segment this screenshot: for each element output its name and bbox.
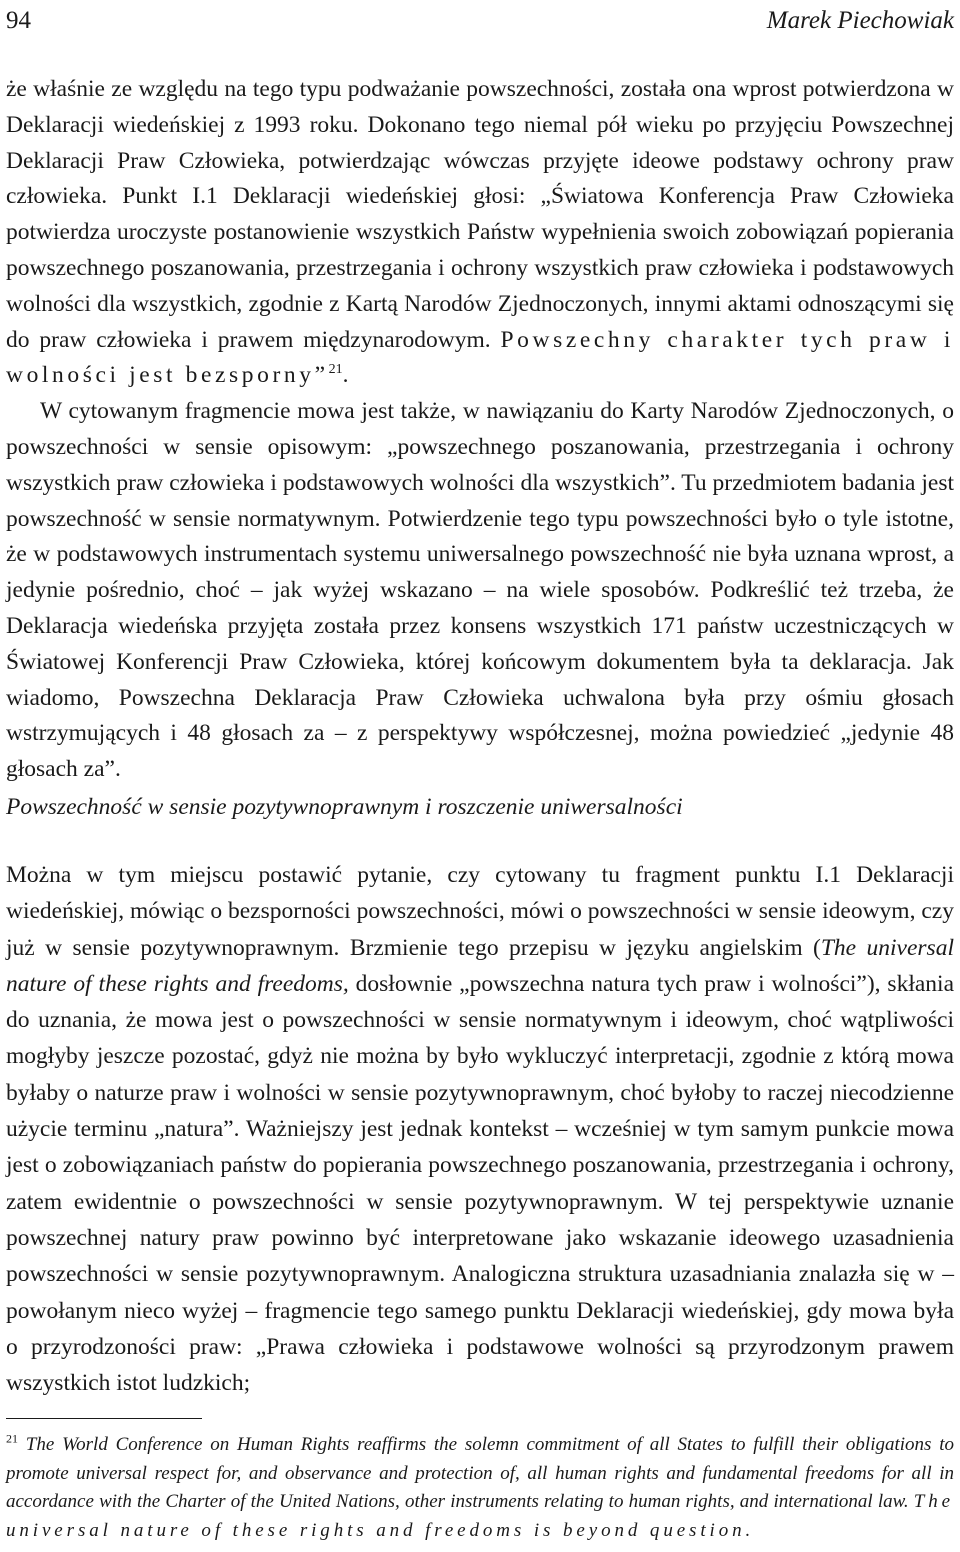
paragraph-1-end: . [342,362,349,389]
paragraph-3 [6,857,954,1401]
section-heading: Powszechność w sensie pozytywnoprawnym i roszczenie uniwersalności [6,794,683,820]
footnote-number: 21 [6,1431,18,1446]
page-header [6,4,954,38]
footnote-ref-21[interactable]: 21 [328,362,343,378]
footnote-text: The World Conference on Human Rights reaffirms the solemn commitment of all States to fulfill their obligations to promote universal respect for, and observance and protection of, all human rights and fundamental freedoms for all in accordance with the Charter of the United Nations, other instruments relating to human rights, and international law. [6,1434,954,1512]
english-quote: The universal nature of these rights and freedoms, [6,934,954,997]
body-section-1 [6,72,954,788]
paragraph-3-text-a: Można w tym miejscu postawić pytanie, czy cytowany tu fragment punktu I.1 Deklaracji wiedeńskiej, mówiąc o bezsporności powszechności, mówi o powszechności w sensie ideowym, czy już w sensie pozytywnoprawnym. Brzmienie tego przepisu w języku angielskim ( [6,862,954,961]
spaced-quote: Powszechny charakter tych praw i wolności jest bezsporny” [6,326,955,389]
footnote-spaced-text: The universal nature of these rights and freedoms is beyond question. [6,1491,954,1541]
body-section-2 [6,857,954,1401]
footnote-21 [6,1431,954,1545]
running-head-author: Marek Piechowiak [766,7,954,34]
page-number: 94 [6,7,31,34]
paragraph-2: W cytowanym fragmencie mowa jest także, w nawiązaniu do Karty Narodów Zjednoczonych, o powszechności w sensie opisowym: „powszechnego poszanowania, przestrzegania i ochrony wszystkich praw człowieka i podstawowych wolności dla wszystkich”. Tu przedmiotem badania jest powszechność w sensie normatywnym. Potwierdzenie tego typu powszechności było o tyle istotne, że w podstawowych instrumentach systemu uniwersalnego powszechność nie była uznana wprost, a jedynie pośrednio, choć – jak wyżej wskazano – na wiele sposobów. Podkreślić też trzeba, że Deklaracja wiedeńska przyjęta została przez konsens wszystkich 171 państw uczestniczących w Światowej Konferencji Praw Człowieka, której końcowym dokumentem była ta deklaracja. Jak wiadomo, Powszechna Deklaracja Praw Człowieka uchwalona była przy ośmiu głosach wstrzymujących i 48 głosach za – z perspektywy współczesnej, można powiedzieć „jedynie 48 głosach za”. [6,398,954,783]
footnote-divider [6,1418,202,1419]
paragraph-3-text-b: dosłownie „powszechna natura tych praw i wolności”), skłania do uznania, że mowa jest o powszechności w sensie normatywnym i ideowym, choć wątpliwości mogłyby jeszcze pozostać, gdyż nie można by było wykluczyć interpretacji, zgodnie z którą mowa byłaby o naturze praw i wolności w sensie pozytywnoprawnym, choć byłoby to raczej niecodzienne użycie terminu „natura”. Ważniejszy jest jednak kontekst – wcześniej w tym samym punkcie mowa jest o zobowiązaniach państw do popierania powszechnego poszanowania, przestrzegania i ochrony, zatem ewidentnie o powszechności w sensie pozytywnoprawnym. W tej perspektywie uznanie powszechnej natury praw powinno być interpretowane jako wskazanie ideowego uzasadnienia powszechności w sensie pozytywnoprawnym. Analogiczna struktura uzasadniania znalazła się w – powołanym nieco wyżej – fragmencie tego samego punktu Deklaracji wiedeńskiej, gdy mowa była o przyrodzoności praw: „Prawa człowieka i podstawowe wolności są przyrodzonym prawem wszystkich istot ludzkich; [6,970,954,1397]
paragraph-1-text: że właśnie ze względu na tego typu podważanie powszechności, została ona wprost potwierdzona w Deklaracji wiedeńskiej z 1993 roku. Dokonano tego niemal pół wieku po przyjęciu Powszechnej Deklaracji Praw Człowieka, potwierdzając wówczas przyjęte ideowe podstawy ochrony praw człowieka. Punkt I.1 Deklaracji wiedeńskiej głosi: „Światowa Konferencja Praw Człowieka potwierdza uroczyste postanowienie wszystkich Państw wypełnienia swoich zobowiązań popierania powszechnego poszanowania, przestrzegania i ochrony wszystkich praw człowieka i podstawowych wolności dla wszystkich, zgodnie z Kartą Narodów Zjednoczonych, innymi aktami odnoszącymi się do praw człowieka i prawem międzynarodowym. [6,76,954,353]
paragraph-1 [6,72,954,394]
